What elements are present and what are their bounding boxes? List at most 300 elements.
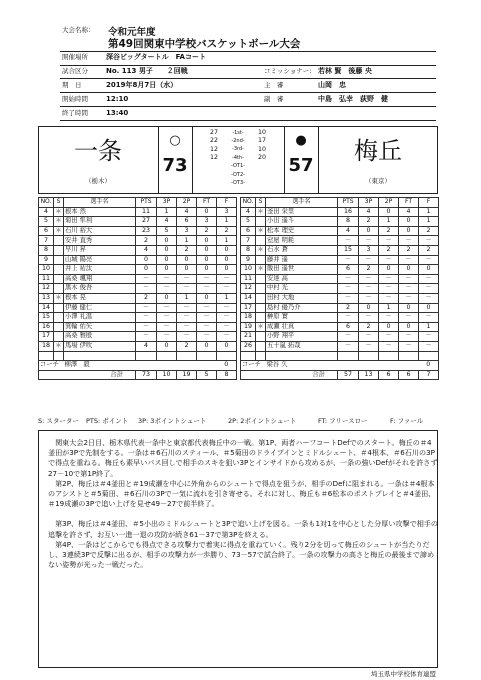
player-number: 7 — [39, 236, 54, 246]
table-row — [39, 274, 237, 284]
table-row — [241, 303, 439, 313]
home-stats-table — [38, 197, 237, 380]
player-2p: 0 — [379, 265, 399, 275]
player-name: 中村 光 — [266, 284, 338, 294]
player-2p: 1 — [177, 236, 197, 246]
player-3p: 5 — [157, 226, 177, 236]
player-fouls: － — [217, 284, 237, 294]
player-3p: 2 — [359, 322, 379, 332]
date-value: 2019年8月7日（水） — [106, 81, 178, 89]
player-points: 16 — [338, 207, 359, 217]
total-2p: 19 — [177, 370, 197, 380]
end-time-label: 終了時間 — [62, 109, 88, 117]
player-number: 15 — [39, 313, 54, 323]
starter-mark: ＊ — [55, 226, 62, 234]
player-name: 田村 大地 — [266, 293, 338, 303]
starter-mark: ＊ — [257, 207, 264, 215]
period-row — [194, 163, 282, 171]
player-2p: 2 — [177, 341, 197, 351]
player-ft: 0 — [197, 255, 217, 265]
date-label: 期 日 — [62, 81, 82, 89]
starter-mark — [256, 332, 266, 342]
starter-mark — [54, 274, 64, 284]
player-fouls: － — [419, 332, 439, 342]
player-2p: － — [379, 313, 399, 323]
col-3p: 3P — [359, 198, 379, 208]
player-3p: － — [359, 293, 379, 303]
report-paragraph-3: 第3P、梅丘は＃4釜田、＃5小出のミドルシュートと3Pで追い上げを図る。一条も1対1を中心とした分厚い攻撃で相手の追撃を許さず、お互い一進一退の攻防が続き61－37で第3Pを終える。 — [48, 519, 438, 539]
player-fouls: － — [217, 303, 237, 313]
player-fouls: 1 — [217, 236, 237, 246]
player-fouls: － — [217, 313, 237, 323]
player-fouls: － — [419, 313, 439, 323]
coach-fouls: 0 — [217, 361, 237, 371]
away-score: 57 — [288, 155, 314, 176]
player-points: 2 — [338, 303, 359, 313]
main-referee-label: 主 審 — [264, 81, 284, 89]
commissioner-label: コミッショナー: — [264, 67, 312, 75]
player-3p: 1 — [157, 207, 177, 217]
starter-mark: ＊ — [55, 217, 62, 225]
player-2p: 1 — [177, 293, 197, 303]
col-2p: 2P — [379, 198, 399, 208]
player-points — [136, 351, 157, 361]
starter-mark — [54, 313, 64, 323]
table-row — [39, 245, 237, 255]
player-name: 安達 高 — [266, 274, 338, 284]
table-row — [241, 274, 439, 284]
player-name: 小澤 礼温 — [64, 313, 136, 323]
player-fouls — [217, 351, 237, 361]
player-3p — [157, 351, 177, 361]
player-number: 14 — [241, 293, 256, 303]
table-row — [241, 313, 439, 323]
player-points — [338, 351, 359, 361]
player-3p: 0 — [157, 265, 177, 275]
table-row — [39, 284, 237, 294]
total-3p: 10 — [157, 370, 177, 380]
period-row — [194, 154, 282, 162]
game-report — [48, 438, 438, 570]
player-fouls: 1 — [217, 293, 237, 303]
legend-starter: S: スターター — [38, 417, 79, 425]
player-name: 榊原 實 — [266, 313, 338, 323]
home-total-row — [39, 370, 237, 380]
starter-mark — [54, 284, 64, 294]
player-fouls: 0 — [419, 303, 439, 313]
player-points: － — [136, 332, 157, 342]
player-fouls: 0 — [217, 265, 237, 275]
player-3p: 0 — [157, 341, 177, 351]
table-row — [241, 284, 439, 294]
player-name: 山城 陽亮 — [64, 255, 136, 265]
table-row — [39, 293, 237, 303]
player-fouls: 0 — [419, 265, 439, 275]
player-ft: － — [399, 293, 419, 303]
player-3p: － — [157, 322, 177, 332]
player-ft: 3 — [197, 217, 217, 227]
table-row — [241, 217, 439, 227]
table-row — [39, 351, 237, 361]
player-points: 15 — [338, 245, 359, 255]
player-ft: － — [197, 274, 217, 284]
legend-points: PTS: ポイント — [86, 417, 129, 425]
player-number: 4 — [39, 207, 54, 217]
player-name: 島村 優乃介 — [266, 303, 338, 313]
player-number: 10 — [39, 265, 54, 275]
sub-referee-label: 副 審 — [264, 95, 284, 103]
player-3p: 3 — [359, 245, 379, 255]
player-3p: 0 — [157, 245, 177, 255]
table-row — [39, 341, 237, 351]
col-ft: FT — [197, 198, 217, 208]
player-number: 6 — [39, 226, 54, 236]
player-2p: 4 — [177, 207, 197, 217]
player-points: 11 — [136, 207, 157, 217]
player-ft: － — [197, 332, 217, 342]
period-row — [194, 146, 282, 154]
player-ft — [399, 351, 419, 361]
player-3p: － — [157, 332, 177, 342]
starter-mark — [256, 274, 266, 284]
player-2p: 2 — [379, 226, 399, 236]
player-number: 8 — [241, 245, 256, 255]
player-fouls: 0 — [217, 245, 237, 255]
player-fouls: － — [419, 236, 439, 246]
player-fouls: 3 — [217, 207, 237, 217]
player-3p: 0 — [157, 293, 177, 303]
player-name: 小出 遥斗 — [266, 217, 338, 227]
player-ft: 0 — [399, 217, 419, 227]
table-row — [241, 245, 439, 255]
table-row — [241, 293, 439, 303]
away-total-row — [241, 370, 439, 380]
starter-mark — [54, 265, 64, 275]
player-fouls: 2 — [217, 226, 237, 236]
player-points: － — [136, 274, 157, 284]
player-number — [39, 351, 54, 361]
player-number: 17 — [39, 332, 54, 342]
player-fouls: 2 — [419, 245, 439, 255]
player-3p: 0 — [359, 226, 379, 236]
player-points: － — [338, 293, 359, 303]
period-home-score: 22 — [209, 137, 218, 145]
period-home-score: 27 — [209, 129, 218, 137]
period-label: -OT2- — [231, 171, 245, 178]
starter-mark: ＊ — [55, 207, 62, 215]
player-ft: 2 — [399, 245, 419, 255]
report-paragraph-2: 第2P、梅丘は＃4釜田と＃19成瀬を中心に外角からのシュートで得点を狙うが、相手のDefに阻まれる。一条は＃4根本のアシストと＃5菊田、＃6石川の3Pで一気に流れを引き寄せる。それに対し、梅丘も＃6松本のポストプレイと＃4釜田、＃19成瀬の3Pで追い上げを見せ49－27で前半終了。 — [48, 478, 436, 509]
venue-value: 深谷ビッグタートル FAコート — [106, 53, 206, 61]
player-3p: － — [359, 255, 379, 265]
starter-mark: ＊ — [55, 294, 62, 302]
table-row — [241, 207, 439, 217]
player-2p: － — [177, 284, 197, 294]
sub-referee-value: 中島 弘幸 荻野 健 — [318, 95, 388, 103]
period-home-score: 12 — [209, 145, 218, 153]
player-fouls: 1 — [419, 217, 439, 227]
player-name: 根本 然 — [64, 207, 136, 217]
table-row — [39, 207, 237, 217]
player-fouls: － — [419, 255, 439, 265]
player-2p — [177, 351, 197, 361]
starter-mark — [256, 255, 266, 265]
player-fouls: － — [419, 284, 439, 294]
player-3p: 0 — [157, 236, 177, 246]
player-ft: 0 — [399, 265, 419, 275]
player-3p: － — [359, 284, 379, 294]
col-player-name: 選手名 — [266, 198, 338, 208]
player-number: 9 — [39, 255, 54, 265]
starter-mark: ＊ — [257, 322, 264, 330]
player-number: 7 — [241, 236, 256, 246]
table-row — [39, 332, 237, 342]
player-2p: 0 — [177, 265, 197, 275]
start-time-value: 12:10 — [106, 95, 129, 103]
player-points: 0 — [136, 255, 157, 265]
table-row — [39, 255, 237, 265]
table-row — [241, 322, 439, 332]
player-ft: 0 — [197, 207, 217, 217]
col-ft: FT — [399, 198, 419, 208]
player-number: 21 — [241, 332, 256, 342]
home-coach-row — [39, 361, 237, 371]
home-team-prefecture: （栃木） — [85, 177, 111, 185]
player-2p: － — [177, 332, 197, 342]
player-fouls: 0 — [217, 255, 237, 265]
coach-blank — [338, 361, 419, 371]
player-3p: 4 — [359, 207, 379, 217]
away-stats-table — [240, 197, 439, 380]
player-2p: － — [177, 303, 197, 313]
total-fouls: 7 — [419, 370, 439, 380]
col-foul: F — [217, 198, 237, 208]
player-name: 石川 裕大 — [64, 226, 136, 236]
player-ft: － — [197, 284, 217, 294]
player-fouls: － — [217, 322, 237, 332]
period-scores — [194, 129, 282, 188]
main-referee-value: 山岡 忠 — [318, 81, 346, 89]
game-no-label: 試合区分 — [62, 67, 88, 75]
period-row — [194, 129, 282, 137]
player-name: 飯田 遥世 — [266, 265, 338, 275]
legend-foul: F: ファール — [390, 417, 424, 425]
player-ft: 0 — [197, 236, 217, 246]
player-name: 馬場 伊吹 — [64, 341, 136, 351]
player-fouls: 1 — [419, 322, 439, 332]
starter-mark — [54, 351, 64, 361]
venue-label: 開催場所 — [62, 53, 88, 61]
starter-mark: ＊ — [257, 226, 264, 234]
player-2p: 1 — [379, 217, 399, 227]
col-2p: 2P — [177, 198, 197, 208]
player-name: 窒屋 明耗 — [266, 236, 338, 246]
player-name: 井上 祐汰 — [64, 265, 136, 275]
player-2p: 2 — [379, 245, 399, 255]
tournament-title: 第49回関東中学校バスケットボール大会 — [108, 38, 301, 50]
col-3p: 3P — [157, 198, 177, 208]
player-points: － — [338, 332, 359, 342]
table-row — [39, 217, 237, 227]
player-points: － — [338, 274, 359, 284]
total-3p: 13 — [359, 370, 379, 380]
player-3p: － — [359, 313, 379, 323]
starter-mark — [256, 313, 266, 323]
player-3p: 2 — [359, 265, 379, 275]
col-starter: S — [256, 198, 266, 208]
legend-3p: 3P: 3ポイントシュート — [138, 417, 207, 425]
player-ft: － — [197, 322, 217, 332]
player-ft: 0 — [399, 322, 419, 332]
player-ft: － — [399, 341, 419, 351]
period-label: -1st- — [232, 129, 244, 136]
starter-mark — [256, 303, 266, 313]
player-2p: 0 — [379, 322, 399, 332]
table-row — [39, 265, 237, 275]
player-name: 伊藤 健仁 — [64, 303, 136, 313]
player-points: － — [136, 313, 157, 323]
period-row — [194, 171, 282, 179]
player-points: － — [338, 284, 359, 294]
player-2p — [379, 351, 399, 361]
player-3p: － — [157, 274, 177, 284]
player-fouls: 2 — [419, 226, 439, 236]
player-name: 根本 晃 — [64, 293, 136, 303]
player-fouls: － — [419, 341, 439, 351]
away-team-prefecture: （東京） — [365, 177, 391, 185]
period-away-score: 10 — [258, 145, 267, 153]
player-3p: 0 — [359, 303, 379, 313]
col-player-name: 選手名 — [64, 198, 136, 208]
home-win-mark: ○ — [169, 133, 181, 148]
report-paragraph-1: 関東大会2日目、栃木県代表一条中と東京都代表梅丘中の一戦。第1P、両者ハーフコートDefでのスタート。梅丘の＃4釜田が3Pで先制をする。一条は＃6石川のスティール、＃5菊田のドライブインとミドルシュート、＃4根本、＃6石川の3Pで得点を重ねる。梅丘も素早いパス回しで相手のスキを狙い3Pとインサイドから攻めるが、一条の強いDefがそれを許さず27－10で第1P終了。 — [48, 438, 438, 478]
player-points: － — [338, 341, 359, 351]
player-name: 五十嵐 拓哉 — [266, 341, 338, 351]
period-label: -4th- — [232, 154, 244, 161]
player-number: 6 — [241, 226, 256, 236]
player-2p: － — [379, 284, 399, 294]
player-points: 4 — [136, 341, 157, 351]
coach-name: 柳澤 毅 — [64, 361, 136, 371]
table-row — [39, 226, 237, 236]
player-points: － — [338, 236, 359, 246]
player-name: 黒木 俊吾 — [64, 284, 136, 294]
player-name: 高桑 颯翔 — [64, 274, 136, 284]
player-name: 小野 翔平 — [266, 332, 338, 342]
player-fouls: － — [419, 293, 439, 303]
starter-mark: ＊ — [55, 342, 62, 350]
player-number: 9 — [241, 255, 256, 265]
coach-fouls: 0 — [419, 361, 439, 371]
period-label: -OT3- — [231, 180, 245, 187]
player-2p: 0 — [379, 207, 399, 217]
player-2p: 3 — [177, 226, 197, 236]
player-fouls — [419, 351, 439, 361]
player-ft: 0 — [197, 293, 217, 303]
player-points: － — [338, 255, 359, 265]
player-number: 19 — [241, 322, 256, 332]
player-number: 11 — [241, 274, 256, 284]
player-2p: 2 — [177, 245, 197, 255]
player-name: 安井 直秀 — [64, 236, 136, 246]
period-label: -2nd- — [231, 138, 245, 145]
total-points: 73 — [136, 370, 157, 380]
player-number: 18 — [39, 341, 54, 351]
player-2p: 1 — [379, 303, 399, 313]
period-home-score: 12 — [209, 154, 218, 162]
total-ft: 5 — [197, 370, 217, 380]
player-points: 2 — [136, 236, 157, 246]
legend-2p: 2P: 2ポイントシュート — [228, 417, 297, 425]
player-name: 菊田 隼利 — [64, 217, 136, 227]
player-number: 17 — [241, 303, 256, 313]
player-name: 釜田 栄里 — [266, 207, 338, 217]
player-name: 箕輪 佑矢 — [64, 322, 136, 332]
player-points: 2 — [136, 293, 157, 303]
player-number: 26 — [241, 341, 256, 351]
total-ft: 6 — [399, 370, 419, 380]
player-ft — [197, 351, 217, 361]
player-ft: － — [197, 313, 217, 323]
starter-mark — [256, 236, 266, 246]
player-number: 10 — [241, 265, 256, 275]
away-header-row — [241, 198, 439, 208]
player-3p: － — [157, 303, 177, 313]
period-away-score: 17 — [258, 137, 267, 145]
player-ft: 2 — [197, 226, 217, 236]
period-away-score: 20 — [258, 154, 267, 162]
period-label: -OT1- — [231, 163, 245, 170]
player-points: 4 — [338, 226, 359, 236]
end-time-value: 13:40 — [106, 109, 129, 117]
player-fouls: － — [419, 274, 439, 284]
player-3p: － — [359, 236, 379, 246]
player-points: 8 — [338, 217, 359, 227]
col-no: NO. — [39, 198, 54, 208]
total-2p: 6 — [379, 370, 399, 380]
player-number: 5 — [39, 217, 54, 227]
player-3p: － — [157, 284, 177, 294]
player-points: 6 — [338, 322, 359, 332]
player-number: 13 — [39, 293, 54, 303]
starter-mark — [256, 284, 266, 294]
coach-blank — [136, 361, 217, 371]
table-row — [241, 255, 439, 265]
player-3p: － — [359, 274, 379, 284]
period-row — [194, 179, 282, 187]
player-fouls: － — [217, 332, 237, 342]
starter-mark — [54, 245, 64, 255]
col-no: NO. — [241, 198, 256, 208]
player-number: 8 — [39, 245, 54, 255]
player-2p: 0 — [177, 255, 197, 265]
player-number: 14 — [39, 303, 54, 313]
starter-mark — [54, 303, 64, 313]
player-2p: － — [177, 322, 197, 332]
player-fouls: 0 — [217, 341, 237, 351]
player-name: 高桑 雅殷 — [64, 332, 136, 342]
home-score: 73 — [162, 155, 188, 176]
player-3p: － — [157, 313, 177, 323]
footer-organization: 埼玉県中学校体育連盟 — [371, 670, 436, 678]
player-fouls: 1 — [217, 217, 237, 227]
player-points: － — [136, 322, 157, 332]
total-points: 57 — [338, 370, 359, 380]
table-row — [39, 322, 237, 332]
total-label: 合計 — [39, 370, 136, 380]
player-ft: 0 — [399, 226, 419, 236]
report-paragraph-4: 第4P、一条はどこからでも得点できる攻撃力で着実に得点を重ねていく。残り2分を切って梅丘のシュートが当たりだし、3連続3Pで反撃に出るが、相手の攻撃力が一歩勝り、73－57で試合終了。一条の攻撃力の高さと梅丘の最後まで諦めない姿勢が光った一戦だった。 — [48, 539, 435, 570]
